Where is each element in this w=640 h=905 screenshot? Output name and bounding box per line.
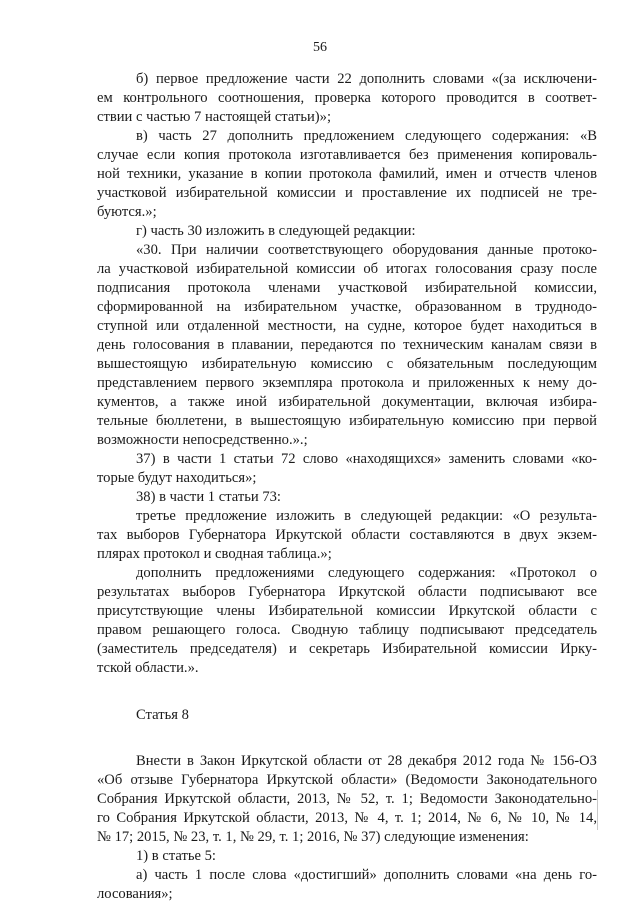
text-line: «Об отзыве Губернатора Иркутской области» (Ведомости Законодательного <box>97 772 597 788</box>
text-line: кументов, а также иной избирательной документации, включая избира- <box>97 394 597 410</box>
text-line: ствии с частью 7 настоящей статьи)»; <box>97 109 332 125</box>
text-line: возможности непосредственно.».; <box>97 432 308 448</box>
text-line: № 17; 2015, № 23, т. 1, № 29, т. 1; 2016, № 37) следующие изменения: <box>97 829 529 845</box>
page-number: 56 <box>313 40 327 55</box>
text-line: присутствующие члены Избирательной комиссии Иркутской области с <box>97 603 597 619</box>
text-line: торые будут находиться»; <box>97 470 257 486</box>
text-line: тельные бюллетени, в вышестоящую избирательную комиссию при первой <box>97 413 597 429</box>
text-line: а) часть 1 после слова «достигший» дополнить словами «на день го- <box>136 867 597 883</box>
text-line: 1) в статье 5: <box>136 848 216 864</box>
text-line: ной техники, указание в копии протокола фамилий, имен и отчеств членов <box>97 166 597 182</box>
margin-mark <box>597 790 598 830</box>
text-line: правом решающего голоса. Сводную таблицу подписывают председатель <box>97 622 597 638</box>
text-line: буются.»; <box>97 204 157 220</box>
text-line: 37) в части 1 статьи 72 слово «находящихся» заменить словами «ко- <box>136 451 597 467</box>
article-heading: Статья 8 <box>136 707 189 723</box>
text-line: ем контрольного соотношения, проверка которого проводится в соответ- <box>97 90 597 106</box>
text-line: в) часть 27 дополнить предложением следующего содержания: «В <box>136 128 597 144</box>
text-line: Собрания Иркутской области, 2013, № 52, т. 1; Ведомости Законодательно- <box>97 791 597 807</box>
text-line: 38) в части 1 статьи 73: <box>136 489 281 505</box>
text-line: тах выборов Губернатора Иркутской области составляются в двух экзем- <box>97 527 597 543</box>
text-line: плярах протокол и сводная таблица.»; <box>97 546 332 562</box>
text-line: Внести в Закон Иркутской области от 28 декабря 2012 года № 156-ОЗ <box>136 753 597 769</box>
text-line: случае если копия протокола изготавливается без применения копироваль- <box>97 147 597 163</box>
text-line: день голосования в плавании, передаются по техническим каналам связи в <box>97 337 597 353</box>
text-line: вышестоящую избирательную комиссию с обязательным последующим <box>97 356 597 372</box>
text-line: подписания протокола членами участковой избирательной комиссии, <box>97 280 597 296</box>
text-line: го Собрания Иркутской области, 2013, № 4, т. 1; 2014, № 6, № 10, № 14, <box>97 810 597 826</box>
text-line: сформированной на избирательном участке, образованном в труднодо- <box>97 299 597 315</box>
text-line: «30. При наличии соответствующего оборудования данные протоко- <box>136 242 597 258</box>
text-line: ступной или отдаленной местности, на судне, которое будет находиться в <box>97 318 597 334</box>
text-line: представлением первого экземпляра протокола и приложенных к нему до- <box>97 375 597 391</box>
text-line: тской области.». <box>97 660 199 676</box>
text-line: (заместитель председателя) и секретарь Избирательной комиссии Ирку- <box>97 641 597 657</box>
text-line: дополнить предложениями следующего содержания: «Протокол о <box>136 565 597 581</box>
text-line: лосования»; <box>97 886 173 902</box>
text-line: г) часть 30 изложить в следующей редакции: <box>136 223 416 239</box>
text-line: результатах выборов Губернатора Иркутской области подписывают все <box>97 584 597 600</box>
text-line: участковой избирательной комиссии и проставление их подписей не тре- <box>97 185 597 201</box>
text-line: б) первое предложение части 22 дополнить словами «(за исключени- <box>136 71 597 87</box>
text-line: третье предложение изложить в следующей редакции: «О результа- <box>136 508 597 524</box>
text-line: ла участковой избирательной комиссии об итогах голосования сразу после <box>97 261 597 277</box>
